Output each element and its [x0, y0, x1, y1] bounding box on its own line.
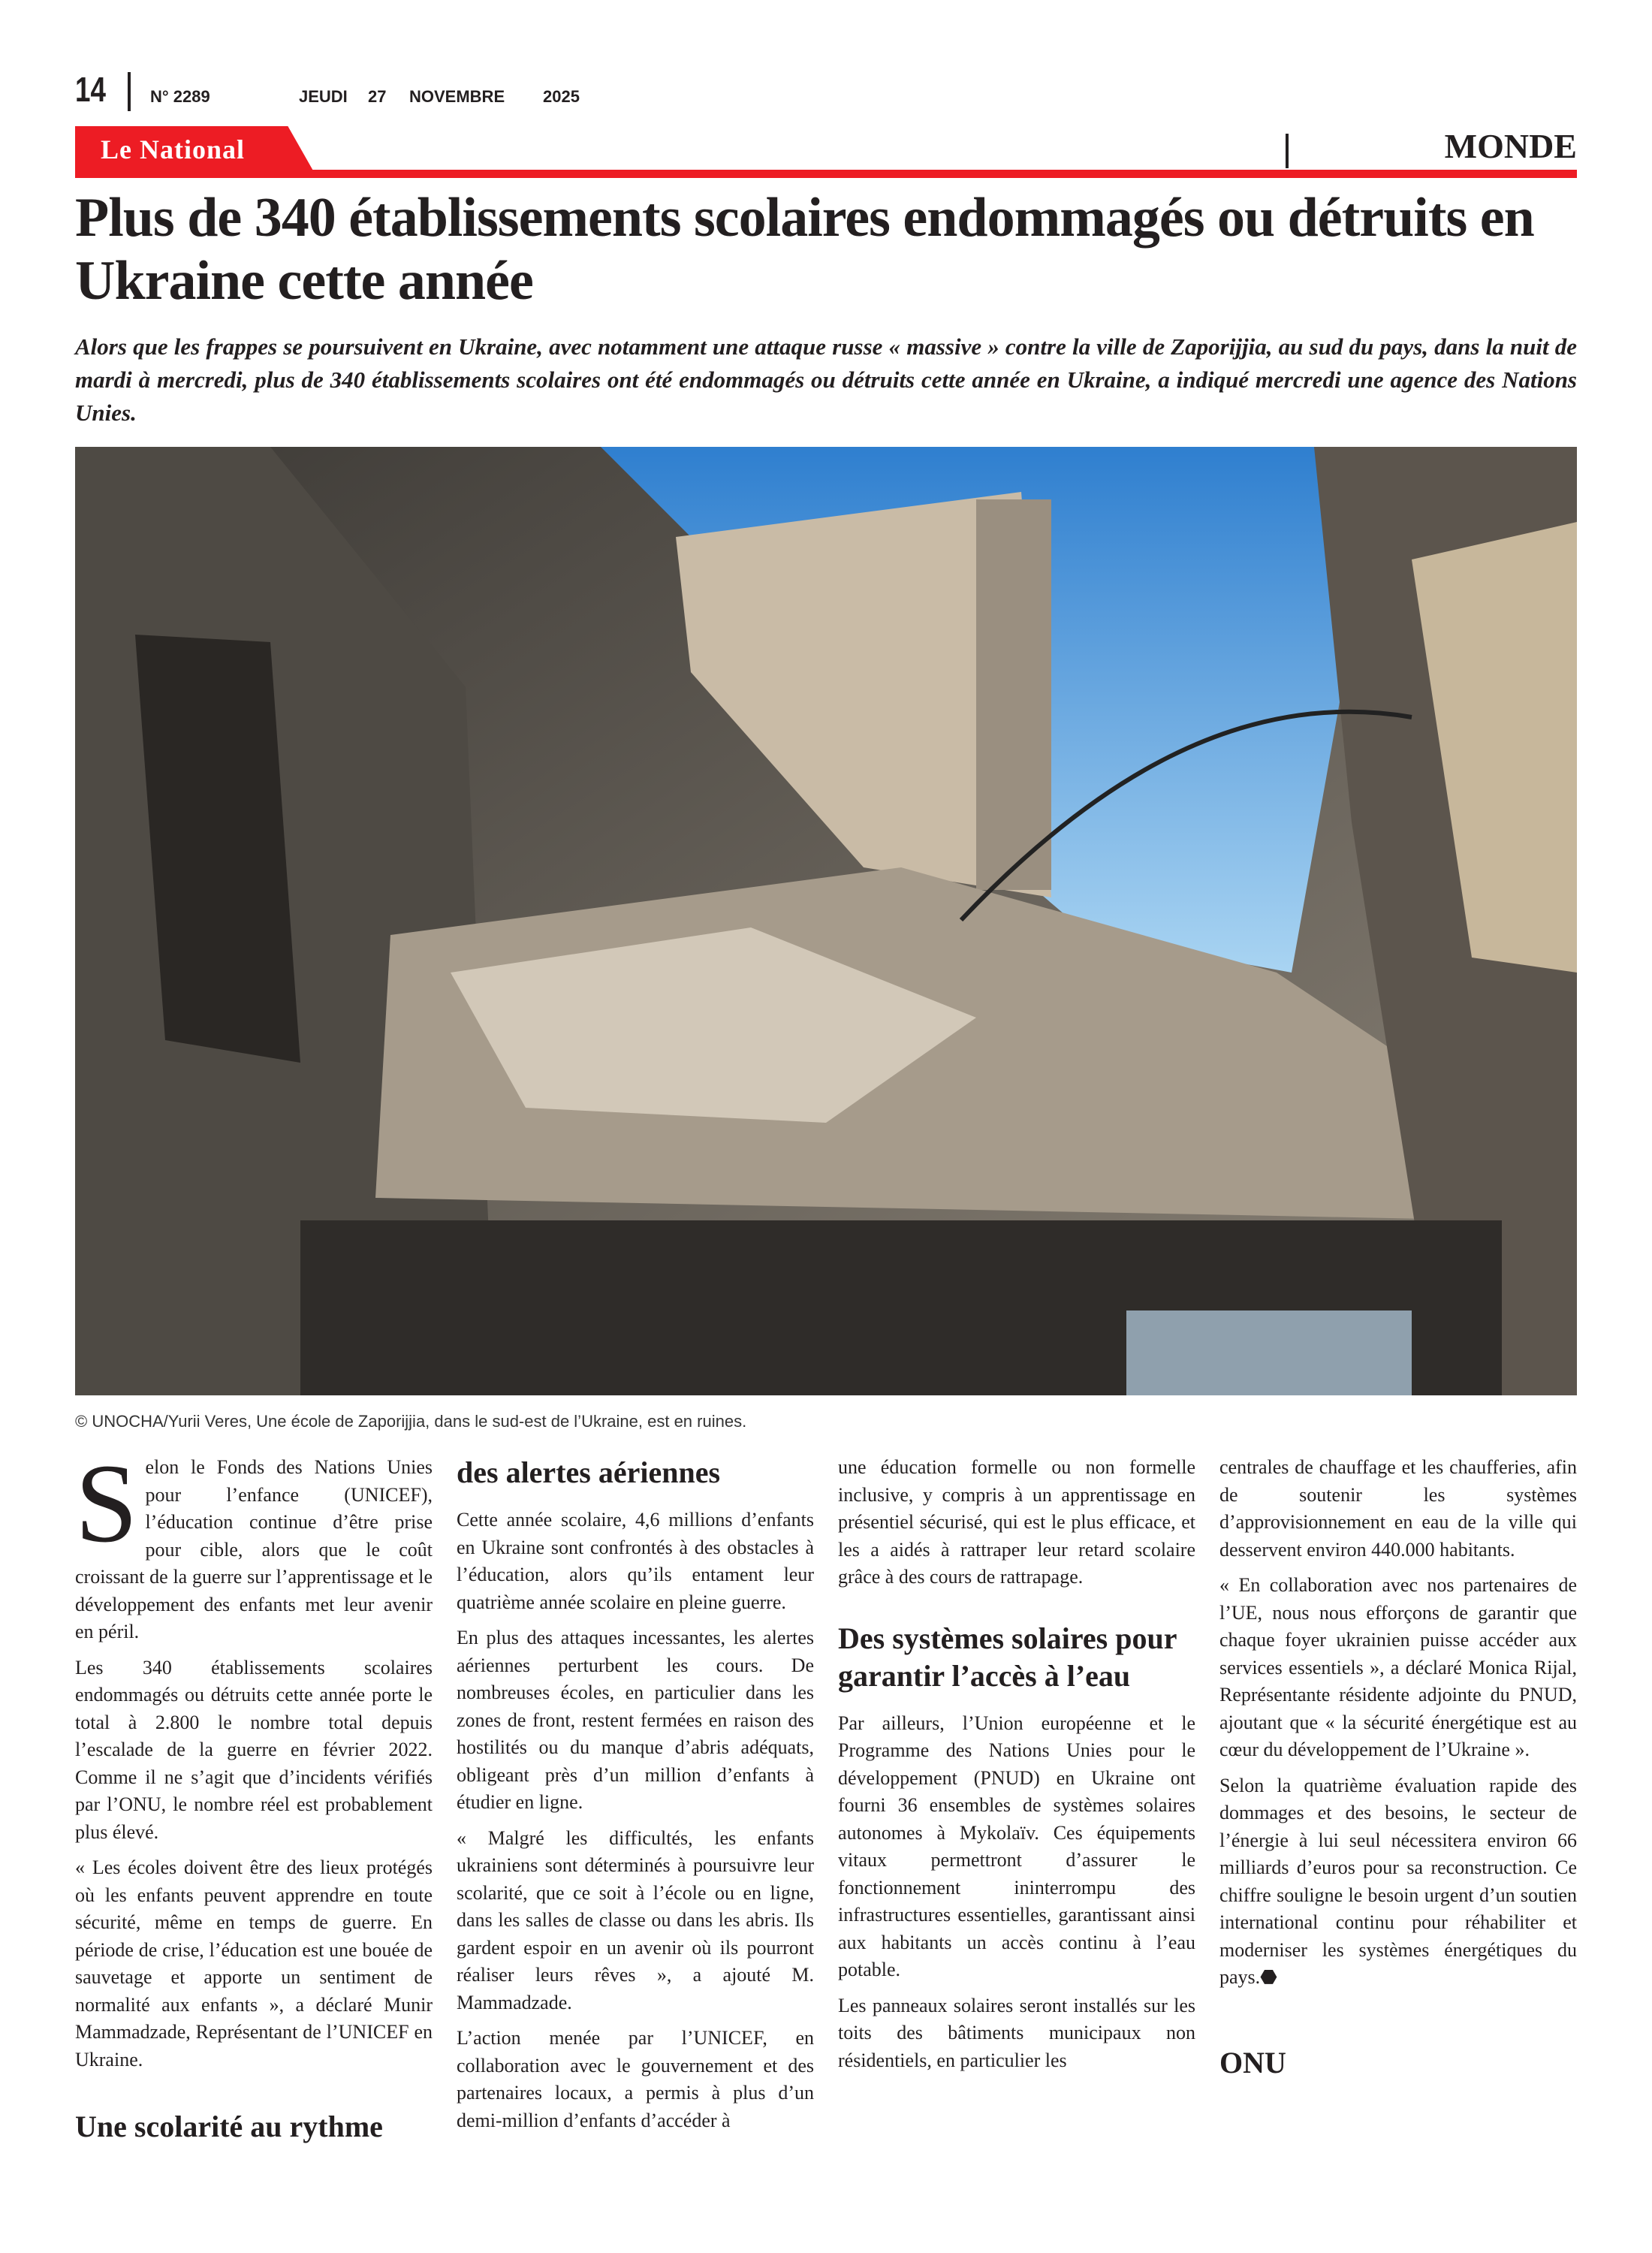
- header-rule: [75, 170, 1577, 178]
- paragraph: En plus des attaques incessantes, les alertes aériennes perturbent les cours. De nombreuses écoles, en particulier dans les zones de front, restent fermées en raison des hostilités ou du manque d’abris adéquats, obligeant près d’un million d’enfants à étudier en ligne.: [457, 1627, 814, 1813]
- day: JEUDI: [299, 87, 348, 106]
- paragraph: Par ailleurs, l’Union européenne et le Programme des Nations Unies pour le développement (PNUD) en Ukraine ont fourni 36 ensembles de systèmes solaires autonomes à Mykolaïv. Ces équipements vitaux permettront d’assurer le fonctionnement ininterrompu des infrastructures essentielles, garantissant ainsi aux habitants un accès continu à l’eau potable.: [838, 1712, 1195, 1980]
- year: 2025: [543, 87, 580, 106]
- month: NOVEMBRE: [409, 87, 505, 106]
- divider: [128, 72, 131, 111]
- date: 27: [368, 87, 387, 106]
- drop-cap: S: [75, 1441, 138, 1566]
- section-label: MONDE: [1444, 127, 1577, 165]
- article-photo: [75, 447, 1577, 1395]
- subheading: des alertes aériennes: [457, 1455, 721, 1489]
- paragraph: Selon la quatrième évaluation rapide des dommages et des besoins, le secteur de l’énergie à lui seul nécessitera environ 66 milliards d’euros pour sa reconstruction. Ce chiffre souligne le besoin urgent d’un soutien international continu pour réhabiliter et moderniser les systèmes énergétiques du pays.: [1219, 1774, 1577, 1988]
- subheading: Des systèmes solaires pour garantir l’accès à l’eau: [838, 1621, 1177, 1693]
- paragraph: Les panneaux solaires seront installés sur les toits des bâtiments municipaux non résidentiels, en particulier les: [838, 1994, 1195, 2071]
- end-mark-icon: ⬣: [1260, 1966, 1277, 1988]
- photo-caption: © UNOCHA/Yurii Veres, Une école de Zaporijjia, dans le sud-est de l’Ukraine, est en ruines.: [75, 1412, 747, 1431]
- paragraph: Les 340 établissements scolaires endommagés ou détruits cette année porte le total à 2.800 le nombre total depuis l’escalade de la guerre en février 2022. Comme il ne s’agit que d’incidents vérifiés par l’ONU, le nombre réel est probablement plus élevé.: [75, 1656, 433, 1843]
- column-1: [75, 1441, 433, 2161]
- paragraph: une éducation formelle ou non formelle inclusive, y compris à un apprentissage en présentiel sécurisé, qui est le plus efficace, et les a aidés à rattraper leur retard scolaire grâce à des cours de rattrapage.: [838, 1456, 1195, 1588]
- paragraph: « Malgré les difficultés, les enfants ukrainiens sont déterminés à poursuivre leur scolarité, que ce soit à l’école ou en ligne, dans les salles de classe ou dans les abris. Ils gardent espoir en un avenir où ils pourront réaliser leurs rêves », a ajouté M. Mammadzade.: [457, 1826, 814, 2013]
- column-3: [838, 1454, 1195, 2083]
- article-lead: Alors que les frappes se poursuivent en Ukraine, avec notamment une attaque russe « massive » contre la ville de Zaporijjia, au sud du pays, dans la nuit de mardi à mercredi, plus de 340 établissements scolaires ont été endommagés ou détruits cette année en Ukraine, a indiqué mercredi une agence des Nations Unies.: [75, 333, 1577, 426]
- paragraph: centrales de chauffage et les chaufferies, afin de soutenir les systèmes d’approvisionnement en eau de la ville qui desservent environ 440.000 habitants.: [1219, 1456, 1577, 1561]
- issue-number: N° 2289: [150, 87, 210, 106]
- subheading: Une scolarité au rythme: [75, 2110, 383, 2143]
- paragraph: elon le Fonds des Nations Unies pour l’enfance (UNICEF), l’éducation continue d’être prise pour cible, alors que le coût croissant de la guerre sur l’apprentissage et le développement des enfants met leur avenir en péril.: [75, 1456, 433, 1642]
- page-number: 14: [75, 70, 106, 109]
- paragraph: L’action menée par l’UNICEF, en collaboration avec le gouvernement et des partenaires locaux, a permis à plus d’un demi-million d’enfants d’accéder à: [457, 2027, 814, 2131]
- paragraph: « En collaboration avec nos partenaires de l’UE, nous nous efforçons de garantir que chaque foyer ukrainien puisse accéder aux services essentiels », a déclaré Monica Rijal, Représentante résidente adjointe du PNUD, ajoutant que « la sécurité énergétique est au cœur du développement de l’Ukraine ».: [1219, 1574, 1577, 1760]
- article-source: ONU: [1219, 2045, 1286, 2080]
- column-2: [457, 1454, 814, 2143]
- paragraph: Cette année scolaire, 4,6 millions d’enfants en Ukraine sont confrontés à des obstacles à l’éducation, alors qu’ils entament leur quatrième année scolaire en pleine guerre.: [457, 1509, 814, 1613]
- divider: [1286, 134, 1289, 168]
- column-4: [1219, 1454, 1577, 2097]
- paragraph: « Les écoles doivent être des lieux protégés où les enfants peuvent apprendre en toute sécurité, même en temps de guerre. En période de crise, l’éducation est une bouée de sauvetage et apporte un sentiment de normalité aux enfants », a déclaré Munir Mammadzade, Représentant de l’UNICEF en Ukraine.: [75, 1856, 433, 2071]
- article-title: Plus de 340 établissements scolaires endommagés ou détruits en Ukraine cette année: [75, 187, 1534, 312]
- brand-logo: Le National: [101, 134, 246, 164]
